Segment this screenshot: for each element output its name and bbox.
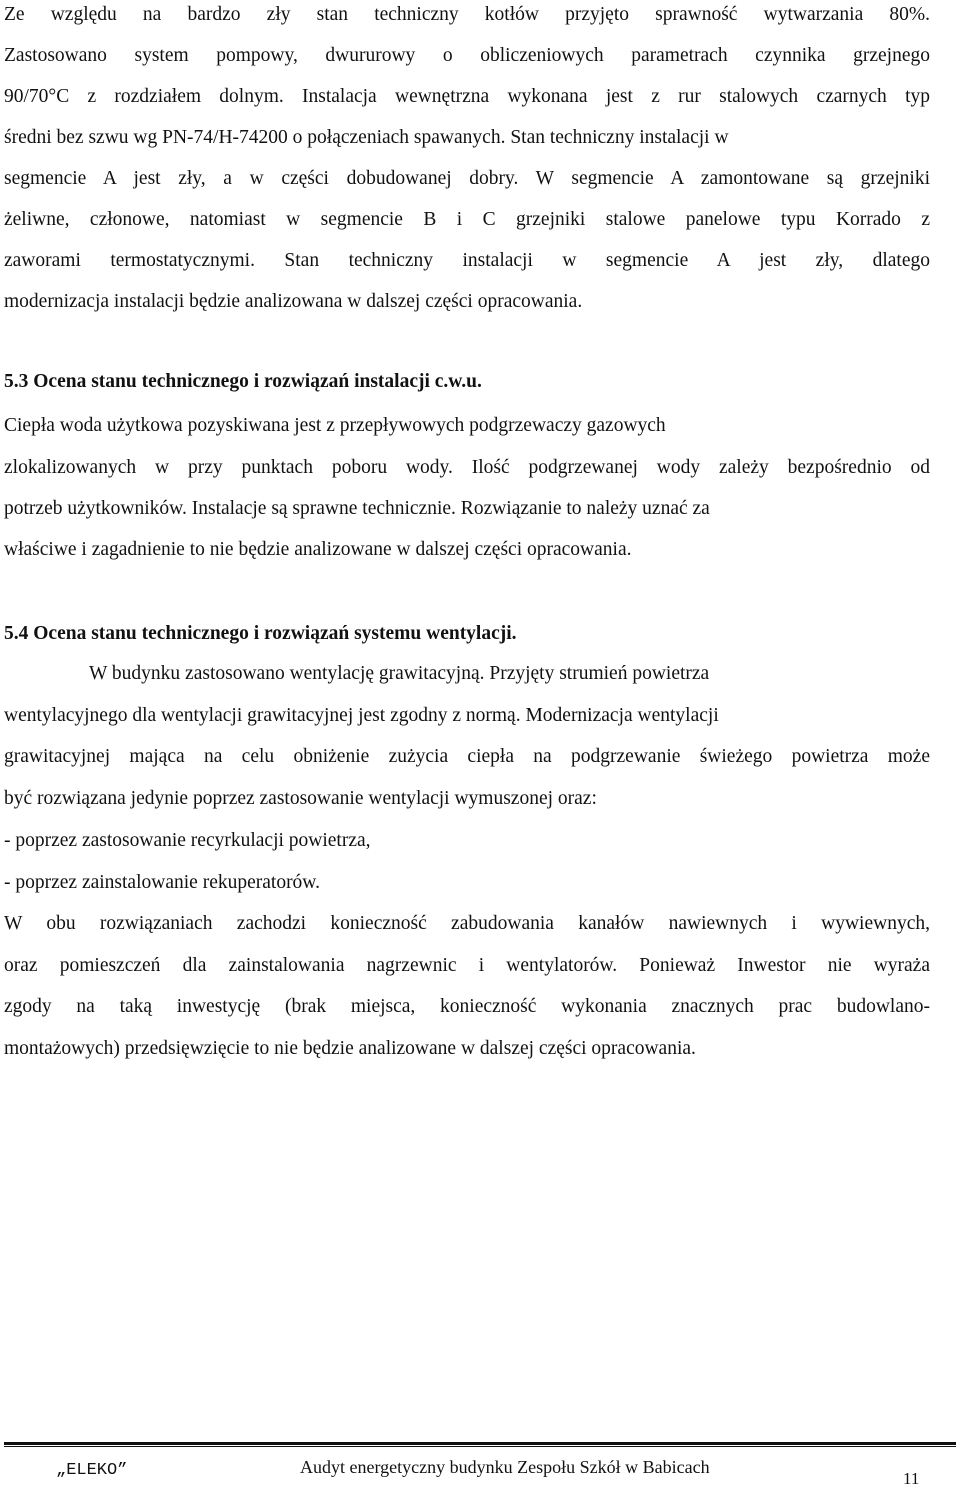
- text-line: zaworami termostatycznymi. Stan techniczny instalacji w segmencie A jest zły, dlatego: [4, 250, 930, 271]
- page-number: 11: [903, 1469, 920, 1488]
- text-line: potrzeb użytkowników. Instalacje są sprawne technicznie. Rozwiązanie to należy uznać za: [4, 498, 710, 519]
- text-line: zlokalizowanych w przy punktach poboru wody. Ilość podgrzewanej wody zależy bezpośrednio od: [4, 457, 930, 478]
- list-item: - poprzez zastosowanie recyrkulacji powietrza,: [4, 830, 371, 851]
- text-line: właściwe i zagadnienie to nie będzie analizowane w dalszej części opracowania.: [4, 539, 632, 560]
- text-line: żeliwne, członowe, natomiast w segmencie B i C grzejniki stalowe panelowe typu Korrado z: [4, 209, 930, 230]
- text-line: Ciepła woda użytkowa pozyskiwana jest z przepływowych podgrzewaczy gazowych: [4, 415, 666, 436]
- text-line: 90/70°C z rozdziałem dolnym. Instalacja wewnętrzna wykonana jest z rur stalowych czarnych typ: [4, 86, 930, 107]
- list-item: - poprzez zainstalowanie rekuperatorów.: [4, 872, 320, 893]
- text-line: oraz pomieszczeń dla zainstalowania nagrzewnic i wentylatorów. Ponieważ Inwestor nie wyraża: [4, 955, 930, 976]
- text-line: W obu rozwiązaniach zachodzi konieczność zabudowania kanałów nawiewnych i wywiewnych,: [4, 913, 930, 934]
- text-line: montażowych) przedsięwzięcie to nie będzie analizowane w dalszej części opracowania.: [4, 1038, 696, 1059]
- footer-company: „ELEKO”: [56, 1461, 128, 1480]
- text-line: być rozwiązana jedynie poprzez zastosowanie wentylacji wymuszonej oraz:: [4, 788, 597, 809]
- text-line: Ze względu na bardzo zły stan techniczny kotłów przyjęto sprawność wytwarzania 80%.: [4, 4, 930, 25]
- text-line: segmencie A jest zły, a w części dobudowanej dobry. W segmencie A zamontowane są grzejniki: [4, 168, 930, 189]
- section-heading: 5.4 Ocena stanu technicznego i rozwiązań systemu wentylacji.: [4, 623, 517, 644]
- footer-rule: [4, 1442, 956, 1445]
- footer-rule-thin: [4, 1446, 956, 1447]
- text-line: Zastosowano system pompowy, dwururowy o obliczeniowych parametrach czynnika grzejnego: [4, 45, 930, 66]
- text-line: grawitacyjnej mająca na celu obniżenie zużycia ciepła na podgrzewanie świeżego powietrza może: [4, 746, 930, 767]
- footer-title: Audyt energetyczny budynku Zespołu Szkół w Babicach: [300, 1457, 710, 1477]
- text-line: średni bez szwu wg PN-74/H-74200 o połączeniach spawanych. Stan techniczny instalacji w: [4, 127, 729, 148]
- section-heading: 5.3 Ocena stanu technicznego i rozwiązań instalacji c.w.u.: [4, 371, 482, 392]
- text-line: modernizacja instalacji będzie analizowana w dalszej części opracowania.: [4, 291, 583, 312]
- text-line: wentylacyjnego dla wentylacji grawitacyjnej jest zgodny z normą. Modernizacja wentylacji: [4, 705, 719, 726]
- text-line: zgody na taką inwestycję (brak miejsca, konieczność wykonania znacznych prac budowlano-: [4, 996, 930, 1017]
- text-line: W budynku zastosowano wentylację grawitacyjną. Przyjęty strumień powietrza: [89, 663, 710, 684]
